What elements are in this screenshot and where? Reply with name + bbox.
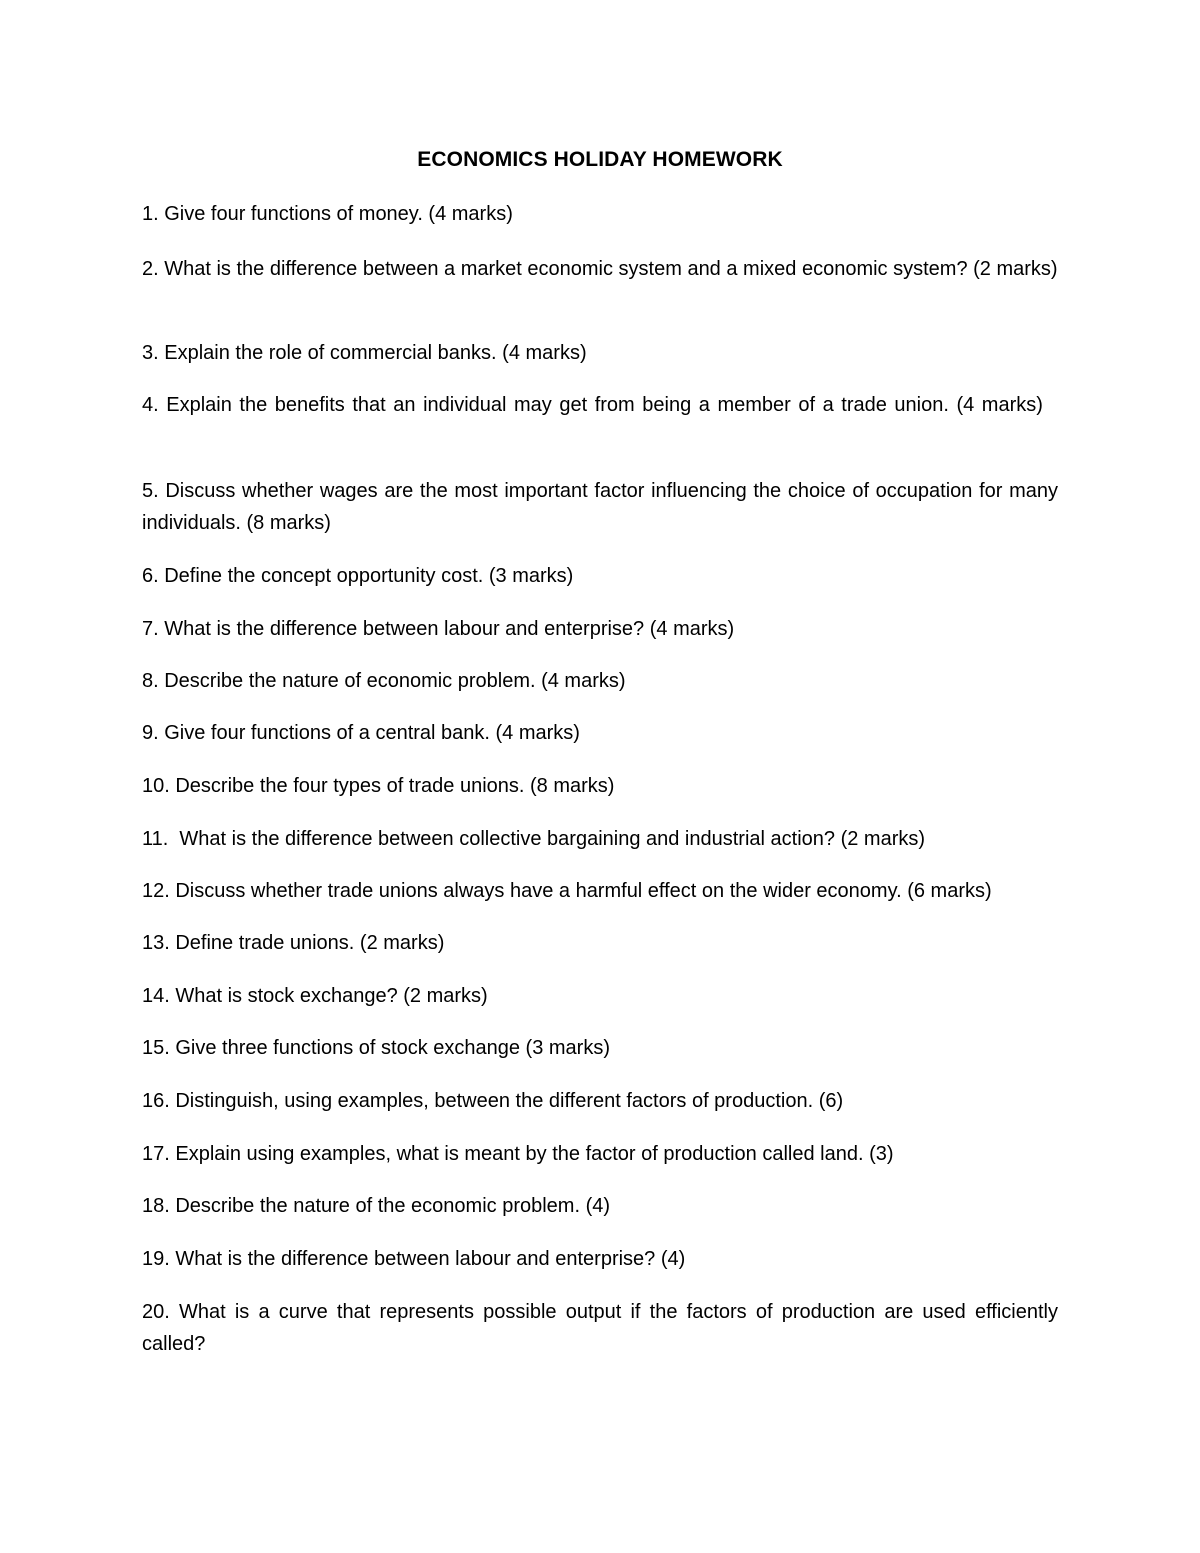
question-3: 3. Explain the role of commercial banks. (4 marks) xyxy=(142,342,587,364)
question-14: 14. What is stock exchange? (2 marks) xyxy=(142,985,488,1007)
question-17: 17. Explain using examples, what is meant by the factor of production called land. (3) xyxy=(142,1143,894,1165)
question-20: 20. What is a curve that represents possible output if the factors of production are used efficiently called? xyxy=(142,1301,1058,1355)
question-1: 1. Give four functions of money. (4 marks) xyxy=(142,203,513,225)
question-12: 12. Discuss whether trade unions always have a harmful effect on the wider economy. (6 marks) xyxy=(142,880,992,902)
question-4: 4. Explain the benefits that an individual may get from being a member of a trade union. (4 marks) xyxy=(142,394,1043,416)
question-5: 5. Discuss whether wages are the most important factor influencing the choice of occupation for many individuals. (8 marks) xyxy=(142,480,1058,534)
question-6: 6. Define the concept opportunity cost. (3 marks) xyxy=(142,565,574,587)
question-10: 10. Describe the four types of trade unions. (8 marks) xyxy=(142,775,615,797)
question-8: 8. Describe the nature of economic problem. (4 marks) xyxy=(142,670,626,692)
question-7: 7. What is the difference between labour and enterprise? (4 marks) xyxy=(142,618,735,640)
question-2: 2. What is the difference between a market economic system and a mixed economic system? (2 marks) xyxy=(142,258,1058,280)
question-13: 13. Define trade unions. (2 marks) xyxy=(142,932,445,954)
document-title: ECONOMICS HOLIDAY HOMEWORK xyxy=(417,148,783,171)
question-9: 9. Give four functions of a central bank. (4 marks) xyxy=(142,722,580,744)
question-16: 16. Distinguish, using examples, between the different factors of production. (6) xyxy=(142,1090,844,1112)
question-11: 11. What is the difference between collective bargaining and industrial action? (2 marks) xyxy=(142,828,926,850)
question-19: 19. What is the difference between labour and enterprise? (4) xyxy=(142,1248,686,1270)
question-18: 18. Describe the nature of the economic problem. (4) xyxy=(142,1195,611,1217)
question-15: 15. Give three functions of stock exchange (3 marks) xyxy=(142,1037,610,1059)
